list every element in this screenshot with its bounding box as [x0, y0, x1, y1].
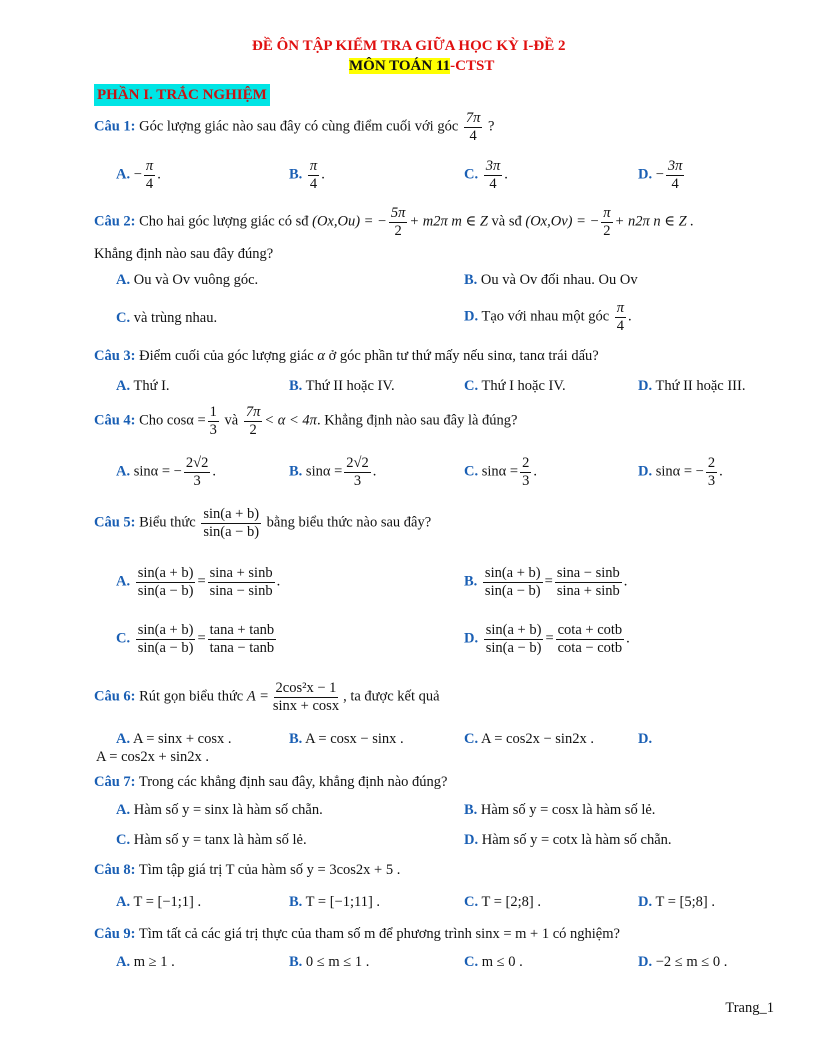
option-letter: B. [464, 573, 478, 590]
option-letter: C. [464, 378, 479, 394]
q6-option-a[interactable] [116, 731, 231, 748]
option-text: A = cosx − sinx . [305, 731, 404, 747]
option-letter: A. [116, 272, 131, 288]
question-4 [94, 404, 517, 438]
q8-option-b[interactable] [289, 894, 380, 911]
question-text: Tìm tập giá trị T của hàm số y = 3cos2x + 5 . [138, 862, 401, 878]
option-letter: A. [116, 166, 131, 183]
q8-option-a[interactable] [116, 894, 201, 911]
option-letter: A. [116, 573, 131, 590]
fraction: $\frac{7\pi}{2}$ [245, 404, 261, 438]
question-text: trái dấu? [548, 348, 599, 364]
q6-option-d-text: A = cos2x + sin2x . [96, 749, 210, 765]
fraction: $\frac{\sin(a + b)}{\sin(a - b)}$ [484, 565, 541, 599]
option-end: . [504, 166, 508, 183]
section-heading: PHẦN I. TRẮC NGHIỆM [94, 84, 270, 106]
q6-option-b[interactable] [289, 731, 404, 748]
question-6 [94, 680, 440, 714]
option-text: Hàm số y = cosx là hàm số lẻ. [480, 802, 656, 818]
q9-option-d[interactable] [638, 954, 727, 971]
q2-option-c[interactable] [116, 310, 217, 327]
option-letter: C. [464, 166, 479, 183]
question-text: Biểu thức [139, 514, 196, 531]
question-text: . Khẳng định nào sau đây là đúng? [316, 412, 518, 429]
fraction: $\frac{\cot a + \cot b}{\cot a - \cot b}$ [557, 622, 623, 656]
question-label: Câu 1: [94, 118, 136, 135]
subject-label: MÔN TOÁN 11 [349, 58, 451, 74]
option-letter: B. [464, 272, 478, 288]
document-title: ĐỀ ÔN TẬP KIỂM TRA GIỮA HỌC KỲ I-ĐỀ 2 [252, 38, 566, 54]
option-letter: D. [638, 378, 653, 394]
option-text: A = sinx + cosx . [132, 731, 232, 747]
fraction: $\frac{2√2}{3}$ [346, 455, 369, 489]
option-text: m ≥ 1 . [133, 954, 175, 970]
math-expression: cosα = [166, 412, 206, 429]
math-expression: < α < 4π [264, 412, 317, 429]
q2-option-a[interactable] [116, 272, 258, 289]
option-letter: D. [638, 731, 653, 747]
option-end: . [212, 463, 216, 480]
option-text: Hàm số y = tanx là hàm số lẻ. [133, 832, 307, 848]
q4-option-a[interactable] [116, 455, 216, 489]
question-label: Câu 9: [94, 926, 136, 942]
q6-option-d[interactable] [638, 731, 652, 748]
option-letter: A. [116, 802, 131, 818]
question-text: Góc lượng giác nào sau đây có cùng điểm cuối với góc [139, 118, 459, 135]
option-text: Thứ I. [133, 378, 170, 394]
math-expression: + n2π n ∈ Z . [614, 213, 694, 230]
math-expression: sinα = − [133, 463, 182, 480]
option-end: . [157, 166, 161, 183]
question-label: Câu 2: [94, 213, 136, 230]
fraction: $\frac{\pi}{2}$ [603, 205, 611, 239]
question-text: bằng biểu thức nào sau đây? [266, 514, 432, 531]
option-sign: − [655, 166, 664, 183]
option-letter: B. [464, 802, 478, 818]
question-end: ? [488, 118, 495, 135]
q7-option-d[interactable] [464, 832, 672, 849]
question-text: Trong các khẳng định sau đây, khẳng định nào đúng? [138, 774, 448, 790]
fraction: $\frac{\pi}{4}$ [309, 158, 318, 192]
fraction: $\frac{2}{3}$ [522, 455, 530, 489]
math-expression: (Ox,Ou) = − [312, 213, 387, 230]
fraction: $\frac{2√2}{3}$ [185, 455, 209, 489]
option-letter: C. [464, 954, 479, 970]
option-text: T = [5;8] . [655, 894, 715, 910]
option-letter: D. [638, 166, 653, 183]
option-end: . [719, 463, 723, 480]
question-7 [94, 774, 447, 791]
option-letter: A. [116, 378, 131, 394]
option-text: Thứ II hoặc III. [655, 378, 746, 394]
option-letter: D. [638, 894, 653, 910]
question-text: ở góc phần tư thứ mấy nếu [328, 348, 485, 364]
q3-option-b[interactable] [289, 378, 395, 395]
option-letter: A. [116, 954, 131, 970]
option-letter: D. [464, 630, 479, 647]
question-2 [94, 205, 694, 239]
option-text: 0 ≤ m ≤ 1 . [305, 954, 370, 970]
option-letter: C. [464, 463, 479, 480]
question-text: , ta được kết quả [343, 688, 440, 705]
math-expression: + m2π m ∈ Z [409, 213, 488, 230]
q4-option-b[interactable] [289, 455, 376, 489]
fraction: $\frac{\tan a + \tan b}{\tan a - \tan b}$ [209, 622, 275, 656]
math-expression: sinα = − [655, 463, 704, 480]
question-text: Tìm tất cả các giá trị thực của tham số m để phương trình sinx = m + 1 có nghiệm? [138, 926, 620, 942]
option-sign: − [133, 166, 142, 183]
page-number: Trang_1 [725, 1000, 774, 1016]
option-letter: D. [464, 308, 479, 325]
q2-option-d[interactable] [464, 300, 632, 334]
q3-option-a[interactable] [116, 378, 170, 395]
option-letter: B. [289, 894, 303, 910]
question-label: Câu 5: [94, 514, 136, 531]
option-letter: C. [464, 894, 479, 910]
fraction: $\frac{3\pi}{4}$ [485, 158, 501, 192]
option-end: . [372, 463, 377, 480]
option-letter: C. [116, 310, 131, 326]
question-label: Câu 3: [94, 348, 136, 364]
question-label: Câu 4: [94, 412, 136, 429]
curriculum-label: -CTST [450, 58, 495, 74]
fraction: $\frac{\sin a + \sin b}{\sin a - \sin b}$ [209, 565, 273, 599]
fraction: $\frac{\sin a - \sin b}{\sin a + \sin b}$ [556, 565, 620, 599]
option-end: . [626, 630, 630, 647]
math-expression: sinα = [481, 463, 519, 480]
question-5 [94, 506, 431, 540]
q8-option-c[interactable] [464, 894, 541, 911]
option-letter: A. [116, 463, 131, 480]
q8-option-d[interactable] [638, 894, 715, 911]
option-text: Thứ II hoặc IV. [305, 378, 395, 394]
option-letter: A. [116, 894, 131, 910]
question-label: Câu 8: [94, 862, 136, 878]
fraction: $\frac{7\pi}{4}$ [465, 110, 481, 144]
option-end: . [628, 308, 632, 325]
q5-option-a[interactable]: A. $\frac{\sin(a + b)}{\sin(a - b)}$ = $\frac{\sin a + \sin b}{\sin a - \sin b}$ . [116, 565, 281, 599]
q1-option-a[interactable] [116, 158, 161, 192]
math-expression: sinα, tanα [487, 348, 545, 364]
math-expression: A = [246, 688, 269, 705]
q3-option-c[interactable] [464, 378, 566, 395]
q5-option-b[interactable]: B. $\frac{\sin(a + b)}{\sin(a - b)}$ = $\frac{\sin a - \sin b}{\sin a + \sin b}$ . [464, 565, 628, 599]
q7-option-b[interactable] [464, 802, 655, 819]
option-end: . [276, 573, 281, 590]
document-subtitle [349, 58, 494, 75]
math-expression: (Ox,Ov) = − [525, 213, 600, 230]
option-text: −2 ≤ m ≤ 0 . [655, 954, 728, 970]
question-text-line2: Khẳng định nào sau đây đúng? [94, 246, 274, 262]
question-label: Câu 6: [94, 688, 136, 705]
question-text: Cho [139, 412, 164, 429]
q6-option-c[interactable] [464, 731, 594, 748]
q1-option-c[interactable] [464, 158, 508, 192]
option-text: và trùng nhau. [133, 310, 218, 326]
q3-option-d[interactable] [638, 378, 745, 395]
question-label: Câu 7: [94, 774, 136, 790]
option-letter: C. [116, 832, 131, 848]
q9-option-c[interactable] [464, 954, 523, 971]
option-text: T = [−1;1] . [133, 894, 202, 910]
q9-option-a[interactable] [116, 954, 175, 971]
option-text: T = [−1;11] . [305, 894, 381, 910]
option-text: Ou và Ov đối nhau. Ou Ov [480, 272, 638, 288]
option-text: Hàm số y = sinx là hàm số chẵn. [133, 802, 323, 818]
question-9 [94, 926, 620, 943]
option-letter: D. [638, 954, 653, 970]
question-text: và sđ [491, 213, 522, 230]
q7-option-a[interactable] [116, 802, 323, 819]
option-end: . [321, 166, 325, 183]
option-letter: B. [289, 463, 303, 480]
option-letter: D. [638, 463, 653, 480]
option-letter: B. [289, 731, 303, 747]
q9-option-b[interactable] [289, 954, 369, 971]
fraction: $\frac{\pi}{4}$ [616, 300, 625, 334]
option-letter: B. [289, 378, 303, 394]
q1-option-b[interactable] [289, 158, 325, 192]
option-text: A = cos2x − sin2x . [480, 731, 594, 747]
q5-option-c[interactable]: C. $\frac{\sin(a + b)}{\sin(a - b)}$ = $\frac{\tan a + \tan b}{\tan a - \tan b}$ [116, 622, 275, 656]
q4-option-d[interactable] [638, 455, 723, 489]
question-3 [94, 348, 599, 365]
question-text: Điểm cuối của góc lượng giác [139, 348, 314, 364]
fraction: $\frac{\sin(a + b)}{\sin(a - b)}$ [203, 506, 260, 540]
option-end: . [533, 463, 537, 480]
option-letter: D. [464, 832, 479, 848]
fraction: $\frac{\sin(a + b)}{\sin(a - b)}$ [485, 622, 542, 656]
q2-option-b[interactable] [464, 272, 638, 289]
question-text: Cho hai góc lượng giác có sđ [139, 213, 309, 230]
option-letter: B. [289, 954, 303, 970]
option-text: T = [2;8] . [481, 894, 541, 910]
option-text: Tạo với nhau một góc [481, 308, 610, 325]
q4-option-c[interactable] [464, 455, 537, 489]
fraction: $\frac{\sin(a + b)}{\sin(a - b)}$ [137, 565, 194, 599]
fraction: $\frac{\sin(a + b)}{\sin(a - b)}$ [137, 622, 194, 656]
option-end: . [623, 573, 628, 590]
fraction: $\frac{3\pi}{4}$ [667, 158, 683, 192]
option-text: Thứ I hoặc IV. [481, 378, 566, 394]
fraction: $\frac{\pi}{4}$ [145, 158, 154, 192]
q1-option-d[interactable] [638, 158, 686, 192]
fraction: $\frac{1}{3}$ [209, 404, 217, 438]
option-text: Ou và Ov vuông góc. [133, 272, 259, 288]
question-1 [94, 110, 494, 144]
q7-option-c[interactable] [116, 832, 307, 849]
math-expression: sinα = [305, 463, 343, 480]
option-text: m ≤ 0 . [481, 954, 523, 970]
fraction: $\frac{\text{2cos²x − 1}}{\sin x + \cos x}$ [272, 680, 340, 714]
q5-option-d[interactable]: D. $\frac{\sin(a + b)}{\sin(a - b)}$ = $\frac{\cot a + \cot b}{\cot a - \cot b}$ . [464, 622, 630, 656]
fraction: $\frac{5\pi}{2}$ [390, 205, 406, 239]
option-letter: C. [116, 630, 131, 647]
fraction: $\frac{2}{3}$ [707, 455, 716, 489]
question-text: và [224, 412, 239, 429]
question-8 [94, 862, 400, 879]
option-letter: C. [464, 731, 479, 747]
option-letter: B. [289, 166, 303, 183]
question-text: Rút gọn biểu thức [139, 688, 244, 705]
option-letter: A. [116, 731, 131, 747]
math-symbol: α [317, 348, 325, 364]
option-text: Hàm số y = cotx là hàm số chẵn. [481, 832, 672, 848]
